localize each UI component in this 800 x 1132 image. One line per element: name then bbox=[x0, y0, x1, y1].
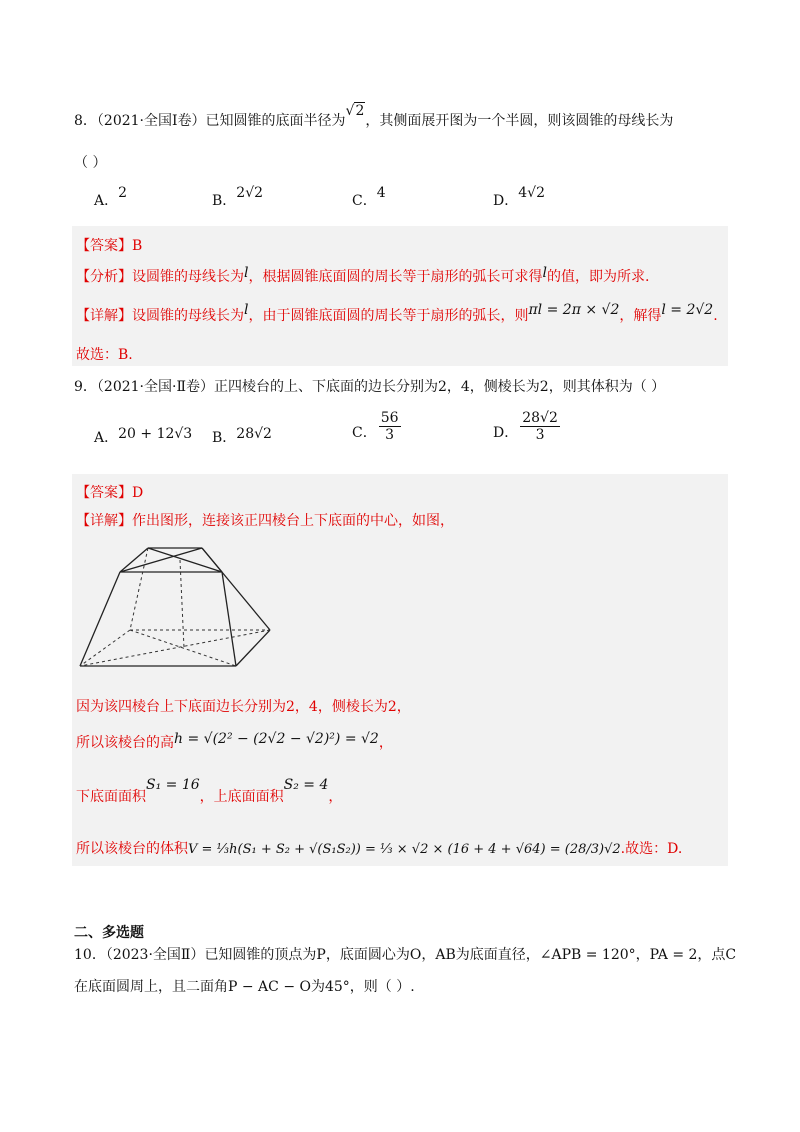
q9-option-d-fraction bbox=[520, 410, 560, 443]
q8-paren: （ ） bbox=[74, 155, 107, 171]
q8-detail-c: ，解得 bbox=[619, 308, 662, 324]
q9-line2-a: 所以该棱台的高 bbox=[76, 735, 174, 751]
q8-option-d bbox=[493, 185, 545, 210]
q9-line4 bbox=[76, 838, 682, 858]
q9-option-d bbox=[493, 410, 562, 443]
q10-line2: 在底面圆周上，且二面角P − AC − O为45°，则（ ）. bbox=[74, 979, 415, 995]
bottom-right-edge bbox=[236, 630, 270, 666]
q9-line4-a: 所以该棱台的体积 bbox=[76, 841, 188, 857]
frustum-dashed-edges bbox=[80, 548, 270, 666]
q9-option-b-label: B． bbox=[212, 430, 237, 446]
q8-answer-box bbox=[72, 226, 728, 366]
q9-option-a-value: 20 + 12√3 bbox=[118, 426, 193, 442]
q9-line2 bbox=[76, 732, 393, 752]
q8-analysis-l1: l bbox=[244, 265, 249, 281]
q8-choose: 故选：B. bbox=[76, 347, 133, 363]
q8-stem-b: ，其侧面展开图为一个半圆，则该圆锥的母线长为 bbox=[365, 113, 674, 129]
q9-line2-end: ， bbox=[378, 735, 393, 751]
q8-analysis bbox=[76, 266, 649, 286]
q9-line3-a: 下底面面积 bbox=[76, 789, 146, 805]
q9-line3-end: ， bbox=[328, 789, 343, 805]
lateral-right-back bbox=[202, 548, 270, 630]
q9-option-d-label: D． bbox=[493, 424, 519, 441]
q8-option-b bbox=[212, 185, 264, 210]
q9-answer: 【答案】D bbox=[76, 485, 144, 501]
q8-detail-a: 【详解】设圆锥的母线长为 bbox=[76, 308, 244, 324]
q8-analysis-c: 的值，即为所求. bbox=[546, 269, 650, 285]
q8-analysis-a: 【分析】设圆锥的母线长为 bbox=[76, 269, 244, 285]
q9-line4-end: .故选：D. bbox=[620, 841, 683, 857]
q8-option-d-label: D． bbox=[493, 193, 519, 209]
q9-option-c bbox=[352, 410, 403, 443]
q9-option-b bbox=[212, 427, 272, 447]
q10-source: （2023·全国Ⅱ） bbox=[105, 947, 205, 963]
q8-detail-b: ，由于圆锥底面圆的周长等于扇形的弧长，则 bbox=[248, 308, 529, 324]
q9-option-d-den: 3 bbox=[535, 427, 545, 443]
q8-option-c bbox=[352, 185, 386, 210]
q10-line1-text: 已知圆锥的顶点为P，底面圆心为O，AB为底面直径，∠APB = 120°，PA = 2，点C bbox=[204, 947, 737, 963]
section-title: 二、多选题 bbox=[74, 925, 144, 941]
q9-line4-eq: V = ⅓h(S₁ + S₂ + √(S₁S₂)) = ⅓ × √2 × (16 + 4 + √64) = (28/3)√2 bbox=[188, 842, 621, 857]
q9-stem: 正四棱台的上、下底面的边长分别为2，4，侧棱长为2，则其体积为（ ） bbox=[213, 379, 666, 395]
q9-option-b-value: 28√2 bbox=[236, 426, 272, 442]
q8-analysis-l2: l bbox=[542, 265, 547, 281]
q8-answer: 【答案】B bbox=[76, 238, 143, 254]
q9-option-d-num: 28√2 bbox=[522, 410, 558, 426]
q9-stem-line bbox=[74, 376, 665, 396]
center-axis bbox=[180, 560, 184, 648]
q8-detail-end: . bbox=[713, 308, 718, 324]
q9-answer-box bbox=[72, 474, 728, 866]
q8-option-b-value: 2√2 bbox=[236, 185, 264, 201]
q8-detail-l: l bbox=[244, 302, 249, 318]
q8-option-c-value: 4 bbox=[376, 185, 386, 201]
q9-number: 9． bbox=[74, 379, 97, 395]
q9-line3 bbox=[76, 777, 343, 806]
frustum-figure bbox=[76, 546, 286, 676]
q8-radius: √2 bbox=[345, 103, 365, 119]
q9-detail: 【详解】作出图形，连接该正四棱台上下底面的中心，如图， bbox=[76, 513, 454, 529]
q9-line2-eq: h = √(2² − (2√2 − √2)²) = √2 bbox=[174, 731, 379, 747]
q8-option-b-label: B． bbox=[212, 193, 237, 209]
q9-option-c-den: 3 bbox=[385, 427, 395, 443]
bottom-diagonal-1 bbox=[130, 630, 236, 666]
q9-option-a-label: A． bbox=[94, 430, 119, 446]
q9-option-c-fraction bbox=[379, 410, 401, 443]
q10-line1 bbox=[74, 944, 736, 964]
q8-option-a-value: 2 bbox=[118, 185, 128, 201]
q9-source: （2021·全国·Ⅱ卷） bbox=[96, 379, 214, 395]
q8-option-a bbox=[94, 185, 128, 210]
q9-line3-b: ，上底面面积 bbox=[199, 789, 284, 805]
q9-option-c-label: C． bbox=[352, 424, 377, 441]
q8-detail-eq2: l = 2√2 bbox=[661, 302, 714, 318]
q8-detail-eq1: πl = 2π × √2 bbox=[528, 302, 620, 318]
q8-option-d-value: 4√2 bbox=[518, 185, 545, 201]
q8-analysis-b: ，根据圆锥底面圆的周长等于扇形的弧长可求得 bbox=[248, 269, 543, 285]
q9-option-a bbox=[94, 427, 192, 447]
q8-option-a-label: A． bbox=[94, 193, 119, 209]
q9-line1: 因为该四棱台上下底面边长分别为2，4，侧棱长为2， bbox=[76, 699, 411, 715]
q9-option-c-num: 56 bbox=[380, 410, 399, 426]
q8-option-c-label: C． bbox=[352, 193, 377, 209]
q8-number: 8． bbox=[74, 113, 97, 129]
q9-line3-eq1: S₁ = 16 bbox=[146, 777, 200, 793]
q9-line3-eq2: S₂ = 4 bbox=[283, 777, 329, 793]
q10-number: 10． bbox=[74, 947, 106, 963]
q8-stem-a: 已知圆锥的底面半径为 bbox=[205, 113, 346, 129]
q8-source: （2021·全国Ⅰ卷） bbox=[96, 113, 206, 129]
q8-detail bbox=[76, 302, 718, 325]
q8-stem-line bbox=[74, 103, 674, 130]
